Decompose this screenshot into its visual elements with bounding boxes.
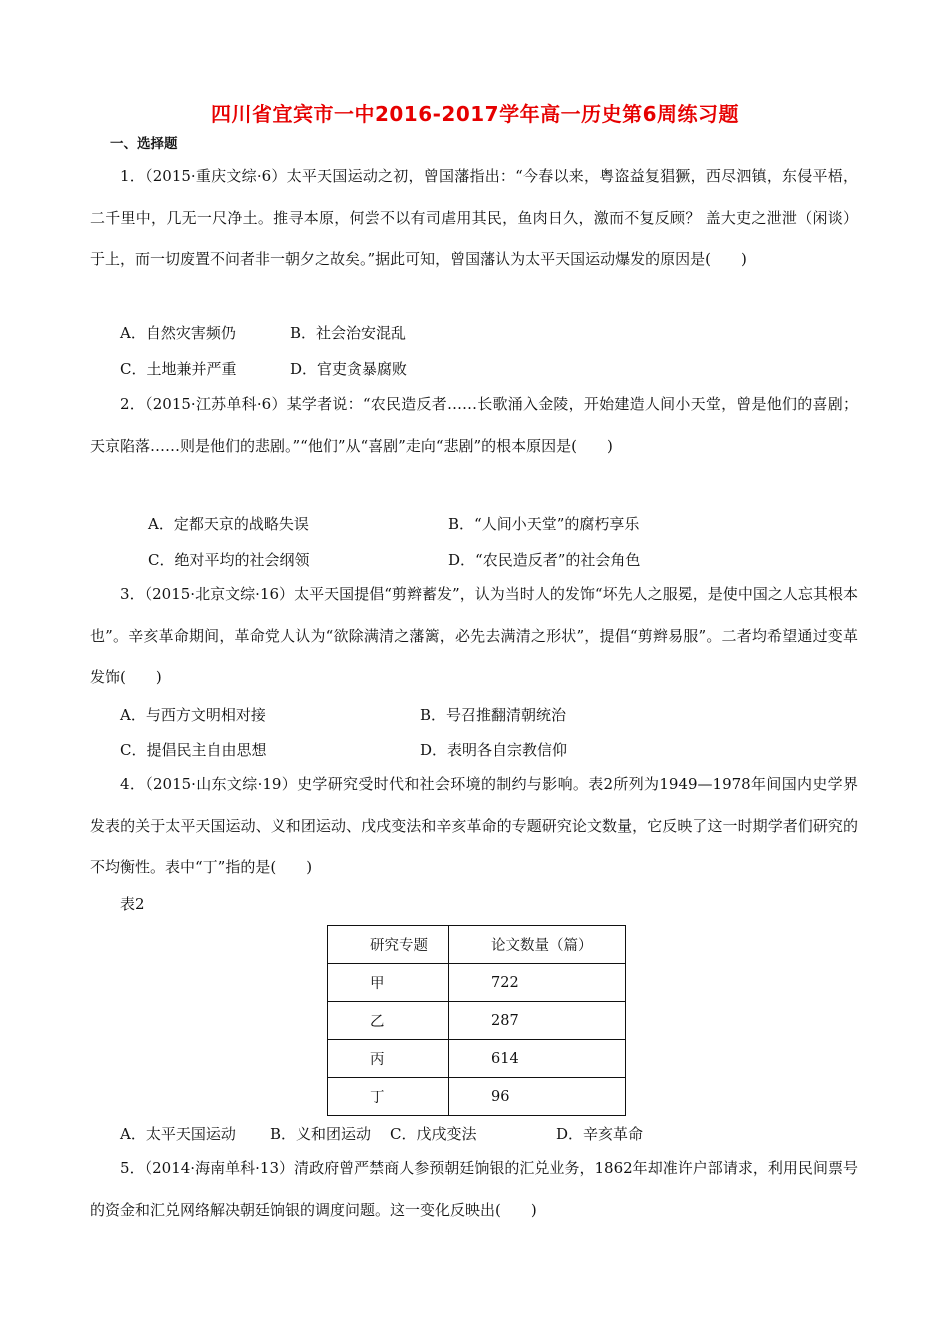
- question-1-option-d: D．官吏贪暴腐败: [290, 360, 408, 378]
- section-heading: 一、选择题: [110, 136, 178, 152]
- table-row: [328, 964, 626, 1002]
- table-cell: 614: [449, 1040, 626, 1078]
- question-4-stem: 4．（2015·山东文综·19）史学研究受时代和社会环境的制约与影响。表2所列为1949—1978年间国内史学界发表的关于太平天国运动、义和团运动、戊戌变法和辛亥革命的专题研究论文数量，它反映了这一时期学者们研究的不均衡性。表中“丁”指的是( ): [90, 775, 858, 876]
- table-header-cell: 研究专题: [328, 926, 449, 964]
- table-row: [328, 1040, 626, 1078]
- table-caption: 表2: [120, 895, 145, 913]
- table-header-row: [328, 926, 626, 964]
- table-cell: 722: [449, 964, 626, 1002]
- question-1-option-c: C．土地兼并严重: [120, 360, 237, 378]
- table-row: [328, 1002, 626, 1040]
- question-3-option-a: A．与西方文明相对接: [120, 706, 266, 724]
- question-4-option-a: A．太平天国运动: [120, 1125, 236, 1143]
- question-2-option-b: B．“人间小天堂”的腐朽享乐: [448, 515, 640, 533]
- data-table: [327, 925, 626, 1116]
- question-3-stem: 3．（2015·北京文综·16）太平天国提倡“剪辫蓄发”，认为当时人的发饰“坏先人之服冕，是使中国之人忘其根本也”。辛亥革命期间，革命党人认为“欲除满清之藩篱，必先去满清之形状”，提倡“剪辫易服”。二者均希望通过变革发饰( ): [90, 585, 858, 686]
- question-3-option-c: C．提倡民主自由思想: [120, 741, 267, 759]
- question-3-option-b: B．号召推翻清朝统治: [420, 706, 567, 724]
- question-4-option-c: C．戊戌变法: [390, 1125, 477, 1143]
- question-1-option-b: B．社会治安混乱: [290, 324, 407, 342]
- question-2-option-a: A．定都天京的战略失误: [148, 515, 309, 533]
- table-cell: 96: [449, 1078, 626, 1116]
- question-4-option-b: B．义和团运动: [270, 1125, 372, 1143]
- table-header-cell: 论文数量（篇）: [449, 926, 626, 964]
- question-2-stem: 2．（2015·江苏单科·6）某学者说：“农民造反者……长歌涌入金陵，开始建造人间小天堂，曾是他们的喜剧；天京陷落……则是他们的悲剧。”“他们”从“喜剧”走向“悲剧”的根本原因是( ): [90, 395, 858, 455]
- question-3-option-d: D．表明各自宗教信仰: [420, 741, 568, 759]
- table-cell: 甲: [328, 964, 449, 1002]
- table-row: [328, 1078, 626, 1116]
- question-4-option-d: D．辛亥革命: [556, 1125, 644, 1143]
- question-1-option-a: A．自然灾害频仍: [120, 324, 236, 342]
- table-cell: 287: [449, 1002, 626, 1040]
- page-title: 四川省宜宾市一中2016-2017学年高一历史第6周练习题: [210, 102, 740, 126]
- question-2-option-d: D．“农民造反者”的社会角色: [448, 551, 641, 569]
- question-5-stem: 5．（2014·海南单科·13）清政府曾严禁商人参预朝廷饷银的汇兑业务，1862年却准许户部请求，利用民间票号的资金和汇兑网络解决朝廷饷银的调度问题。这一变化反映出( ): [90, 1159, 858, 1219]
- question-2-option-c: C．绝对平均的社会纲领: [148, 551, 310, 569]
- table-cell: 乙: [328, 1002, 449, 1040]
- table-cell: 丁: [328, 1078, 449, 1116]
- table-cell: 丙: [328, 1040, 449, 1078]
- question-1-stem: 1．（2015·重庆文综·6）太平天国运动之初，曾国藩指出：“今春以来，粤盗益复猖獗，西尽泗镇，东侵平梧，二千里中，几无一尺净土。推寻本原，何尝不以有司虐用其民，鱼肉日久，激而不复反顾？ 盖大吏之泄泄（闲谈）于上，而一切废置不问者非一朝夕之故矣。”据此可知，曾国藩认为太平天国运动爆发的原因是( ): [90, 167, 858, 268]
